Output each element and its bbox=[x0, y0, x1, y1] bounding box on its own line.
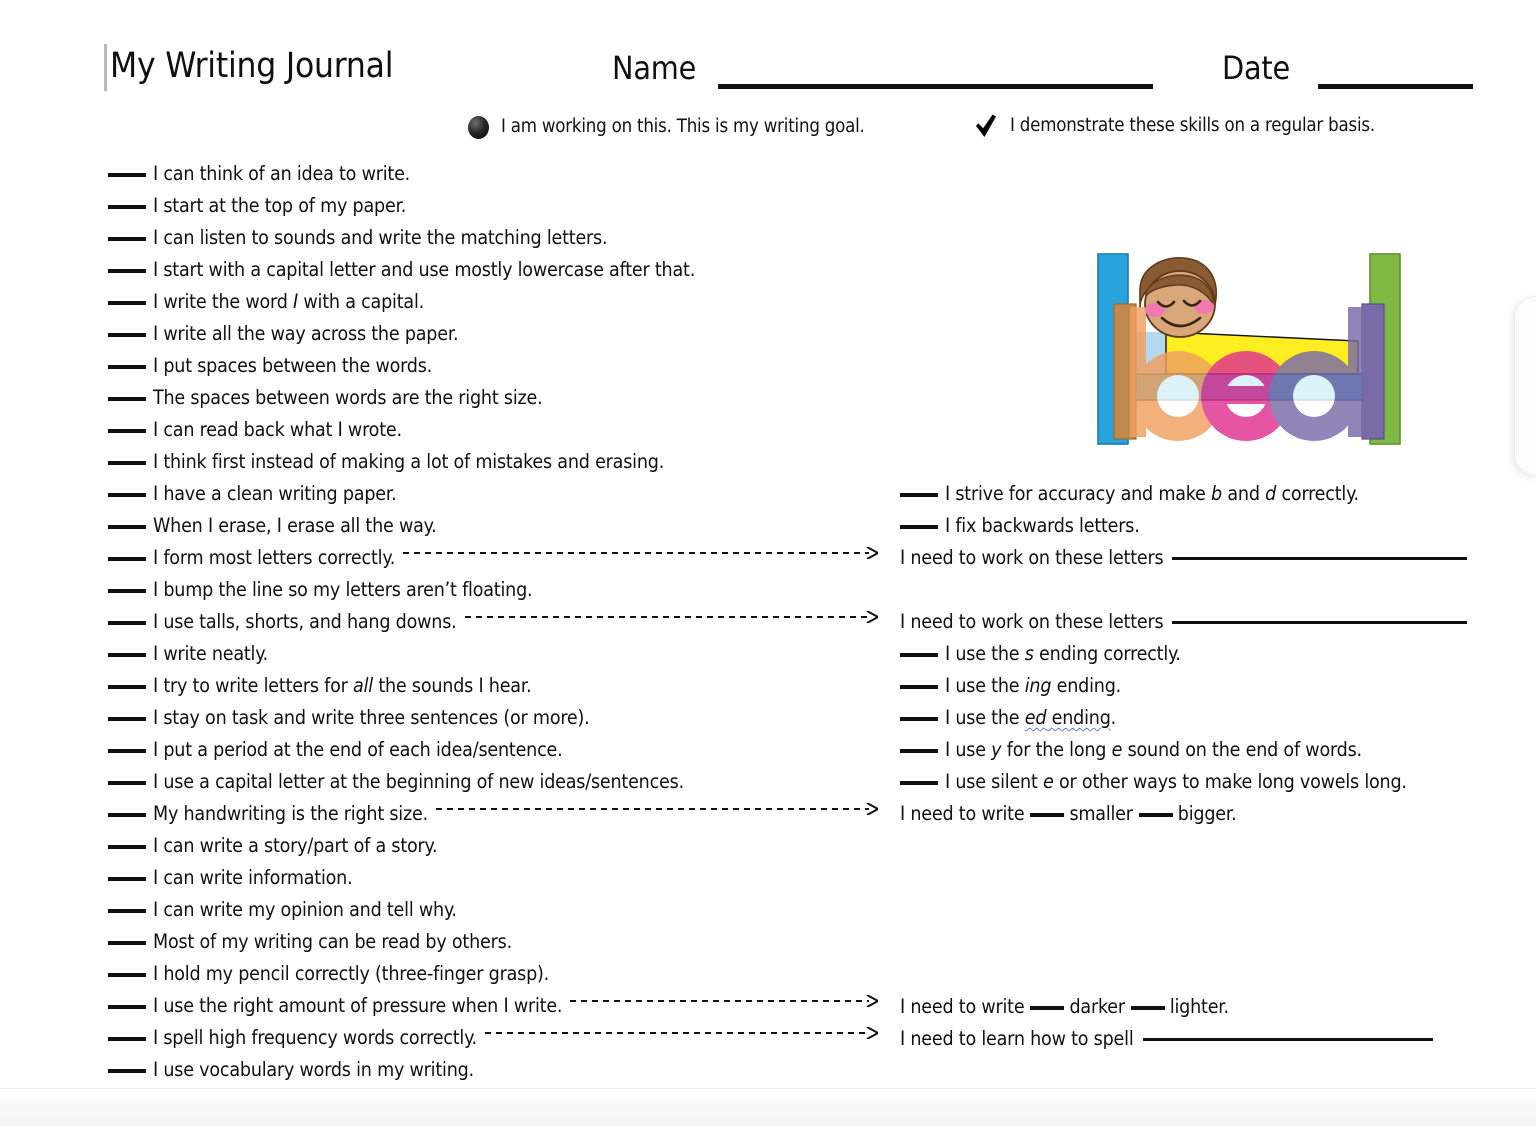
filled-circle-icon bbox=[468, 116, 489, 139]
checklist-item[interactable] bbox=[108, 673, 531, 699]
checkbox-blank-line[interactable] bbox=[108, 781, 146, 785]
checklist-item[interactable] bbox=[108, 769, 684, 795]
fill-in-prompt bbox=[900, 609, 1467, 635]
checklist-item-label: I bump the line so my letters aren’t floating. bbox=[153, 578, 533, 601]
checkbox-blank-line[interactable] bbox=[108, 1005, 146, 1009]
checkbox-blank-line[interactable] bbox=[108, 685, 146, 689]
text-cursor-caret bbox=[104, 44, 107, 91]
right-panel-edge bbox=[1514, 296, 1536, 476]
checklist-item-label: I hold my pencil correctly (three-finger grasp). bbox=[153, 962, 550, 985]
checklist-item[interactable] bbox=[108, 865, 352, 891]
checkbox-blank-line[interactable] bbox=[108, 365, 146, 369]
checklist-item[interactable] bbox=[900, 513, 1140, 539]
checklist-item[interactable] bbox=[108, 737, 563, 763]
checkbox-blank-line[interactable] bbox=[900, 493, 938, 497]
checklist-item-label: I can write a story/part of a story. bbox=[153, 834, 438, 857]
legend-item-mastered bbox=[974, 113, 1375, 139]
checklist-item-label: I think first instead of making a lot of mistakes and erasing. bbox=[153, 450, 665, 473]
checkbox-blank-line[interactable] bbox=[1139, 813, 1173, 817]
checklist-item[interactable] bbox=[108, 225, 607, 251]
checklist-item[interactable] bbox=[108, 897, 457, 923]
dashed-arrow-icon bbox=[465, 611, 878, 623]
checkbox-blank-line[interactable] bbox=[108, 621, 146, 625]
checkbox-blank-line[interactable] bbox=[108, 333, 146, 337]
checklist-item-label: I stay on task and write three sentences (or more). bbox=[153, 706, 590, 729]
dashed-arrow-icon bbox=[485, 1027, 878, 1039]
checklist-item-label: I write all the way across the paper. bbox=[153, 322, 459, 345]
checklist-item-label: I can write information. bbox=[153, 866, 353, 889]
checklist-item-label: When I erase, I erase all the way. bbox=[153, 514, 437, 537]
checkbox-blank-line[interactable] bbox=[900, 525, 938, 529]
checklist-item-label: The spaces between words are the right size. bbox=[153, 386, 543, 409]
checklist-item[interactable] bbox=[900, 673, 1121, 699]
checklist-item[interactable] bbox=[108, 545, 878, 571]
handwriting-size-smaller-label: smaller bbox=[1069, 802, 1133, 825]
checklist-item[interactable] bbox=[108, 449, 664, 475]
checklist-item-label: I use the right amount of pressure when I write. bbox=[153, 994, 563, 1017]
checklist-item[interactable] bbox=[108, 705, 590, 731]
checklist-item-label: I try to write letters for all the sounds I hear. bbox=[153, 674, 532, 697]
checklist-item[interactable] bbox=[108, 385, 542, 411]
checkbox-blank-line[interactable] bbox=[108, 429, 146, 433]
checklist-item-label: I use the ing ending. bbox=[945, 674, 1122, 697]
checkbox-blank-line[interactable] bbox=[108, 845, 146, 849]
checkbox-blank-line[interactable] bbox=[108, 941, 146, 945]
checklist-item-label: Most of my writing can be read by others. bbox=[153, 930, 512, 953]
checkbox-blank-line[interactable] bbox=[900, 781, 938, 785]
handwriting-size-bigger-label: bigger. bbox=[1177, 802, 1237, 825]
checkbox-blank-line[interactable] bbox=[1030, 813, 1064, 817]
checklist-item[interactable] bbox=[108, 513, 436, 539]
checklist-item-label: I can read back what I wrote. bbox=[153, 418, 402, 441]
checklist-item[interactable] bbox=[108, 193, 406, 219]
checklist-item-label: My handwriting is the right size. bbox=[153, 802, 428, 825]
pencil-pressure-lighter-label: lighter. bbox=[1169, 995, 1229, 1018]
checklist-item-label: I put spaces between the words. bbox=[153, 354, 433, 377]
checklist-item-label: I use vocabulary words in my writing. bbox=[153, 1058, 474, 1081]
checklist-item[interactable] bbox=[900, 641, 1181, 667]
checklist-item-label: I put a period at the end of each idea/sentence. bbox=[153, 738, 563, 761]
checklist-item-label: I spell high frequency words correctly. bbox=[153, 1026, 477, 1049]
date-fill-in-line[interactable] bbox=[1318, 84, 1473, 89]
checkbox-blank-line[interactable] bbox=[108, 717, 146, 721]
page-title: My Writing Journal bbox=[110, 46, 394, 86]
checklist-item[interactable] bbox=[108, 929, 512, 955]
checklist-item-label: I can write my opinion and tell why. bbox=[153, 898, 457, 921]
fill-in-prompt-label: I need to work on these letters bbox=[900, 546, 1164, 569]
checklist-item[interactable] bbox=[900, 769, 1407, 795]
checklist-item[interactable] bbox=[108, 961, 549, 987]
legend-goal-text: I am working on this. This is my writing goal. bbox=[501, 116, 865, 137]
dashed-arrow-icon bbox=[570, 995, 878, 1007]
checklist-item-label: I use a capital letter at the beginning of new ideas/sentences. bbox=[153, 770, 684, 793]
fill-in-line[interactable] bbox=[1172, 621, 1467, 624]
checklist-item-label: I can think of an idea to write. bbox=[153, 162, 411, 185]
legend-mastered-text: I demonstrate these skills on a regular basis. bbox=[1010, 115, 1375, 136]
checklist-item[interactable] bbox=[108, 833, 437, 859]
checklist-item[interactable] bbox=[108, 609, 878, 635]
name-label: Name bbox=[612, 49, 697, 87]
checkbox-blank-line[interactable] bbox=[108, 909, 146, 913]
checklist-item-label: I fix backwards letters. bbox=[945, 514, 1140, 537]
fill-in-prompt-label: I need to work on these letters bbox=[900, 610, 1164, 633]
date-label: Date bbox=[1222, 49, 1291, 87]
checklist-item-label: I use the ed ending. bbox=[945, 706, 1117, 729]
checkbox-blank-line[interactable] bbox=[1030, 1006, 1064, 1010]
checkmark-icon bbox=[974, 113, 998, 139]
checklist-item[interactable] bbox=[108, 801, 878, 827]
checklist-item[interactable] bbox=[108, 481, 396, 507]
page-bottom-edge bbox=[0, 1088, 1536, 1126]
checkbox-blank-line[interactable] bbox=[108, 813, 146, 817]
checklist-item-label: I use silent e or other ways to make long vowels long. bbox=[945, 770, 1407, 793]
checkbox-blank-line[interactable] bbox=[108, 589, 146, 593]
checkbox-blank-line[interactable] bbox=[900, 653, 938, 657]
fill-in-prompt bbox=[900, 1026, 1433, 1052]
checklist-item[interactable] bbox=[108, 1057, 474, 1083]
checklist-item-label: I write the word I with a capital. bbox=[153, 290, 424, 313]
legend-item-goal bbox=[468, 115, 865, 139]
checkbox-blank-line[interactable] bbox=[108, 1069, 146, 1073]
checkbox-blank-line[interactable] bbox=[108, 973, 146, 977]
checklist-item-label: I form most letters correctly. bbox=[153, 546, 396, 569]
checkbox-blank-line[interactable] bbox=[108, 205, 146, 209]
pencil-pressure-prompt bbox=[900, 994, 1229, 1020]
checklist-item[interactable] bbox=[900, 705, 1116, 731]
checklist-item-label: I use the s ending correctly. bbox=[945, 642, 1181, 665]
checklist-item[interactable] bbox=[108, 289, 424, 315]
checkbox-blank-line[interactable] bbox=[108, 301, 146, 305]
handwriting-size-prefix: I need to write bbox=[900, 802, 1025, 825]
checklist-item-label: I write neatly. bbox=[153, 642, 268, 665]
pencil-pressure-darker-label: darker bbox=[1069, 995, 1125, 1018]
checkbox-blank-line[interactable] bbox=[900, 685, 938, 689]
checkbox-blank-line[interactable] bbox=[900, 749, 938, 753]
checkbox-blank-line[interactable] bbox=[108, 877, 146, 881]
fill-in-prompt-label: I need to learn how to spell bbox=[900, 1027, 1134, 1050]
checklist-item[interactable] bbox=[108, 993, 878, 1019]
checklist-item-label: I use y for the long e sound on the end of words. bbox=[945, 738, 1362, 761]
handwriting-size-prompt bbox=[900, 801, 1236, 827]
legend bbox=[0, 115, 1536, 149]
checklist-item-label: I start at the top of my paper. bbox=[153, 194, 407, 217]
checkbox-blank-line[interactable] bbox=[108, 461, 146, 465]
checkbox-blank-line[interactable] bbox=[108, 749, 146, 753]
fill-in-line[interactable] bbox=[1172, 557, 1467, 560]
checklist-item-label: I can listen to sounds and write the matching letters. bbox=[153, 226, 608, 249]
checklist-item[interactable] bbox=[900, 481, 1359, 507]
checklist-item-label: I use talls, shorts, and hang downs. bbox=[153, 610, 457, 633]
checkbox-blank-line[interactable] bbox=[900, 717, 938, 721]
checkbox-blank-line[interactable] bbox=[108, 397, 146, 401]
pencil-pressure-prefix: I need to write bbox=[900, 995, 1025, 1018]
checkbox-blank-line[interactable] bbox=[108, 173, 146, 177]
dashed-arrow-icon bbox=[436, 803, 878, 815]
checklist-item[interactable] bbox=[108, 577, 532, 603]
checklist-item[interactable] bbox=[108, 321, 458, 347]
child-sleeping-in-bed-illustration bbox=[1096, 252, 1402, 448]
checkbox-blank-line[interactable] bbox=[108, 269, 146, 273]
fill-in-line[interactable] bbox=[1143, 1038, 1433, 1041]
fill-in-prompt bbox=[900, 545, 1467, 571]
checklist-item[interactable] bbox=[108, 353, 432, 379]
checklist-item-label: I strive for accuracy and make b and d correctly. bbox=[945, 482, 1359, 505]
checklist-item[interactable] bbox=[108, 417, 402, 443]
checkbox-blank-line[interactable] bbox=[1131, 1006, 1165, 1010]
checklist-item[interactable] bbox=[108, 1025, 878, 1051]
checkbox-blank-line[interactable] bbox=[108, 493, 146, 497]
checkbox-blank-line[interactable] bbox=[108, 653, 146, 657]
checklist-item[interactable] bbox=[108, 161, 410, 187]
dashed-arrow-icon bbox=[403, 547, 878, 559]
checkbox-blank-line[interactable] bbox=[108, 557, 146, 561]
checkbox-blank-line[interactable] bbox=[108, 237, 146, 241]
checklist-item-label: I start with a capital letter and use mostly lowercase after that. bbox=[153, 258, 696, 281]
checklist-item[interactable] bbox=[900, 737, 1362, 763]
checklist-item[interactable] bbox=[108, 257, 695, 283]
checkbox-blank-line[interactable] bbox=[108, 1037, 146, 1041]
name-fill-in-line[interactable] bbox=[718, 84, 1153, 89]
checkbox-blank-line[interactable] bbox=[108, 525, 146, 529]
checklist-item[interactable] bbox=[108, 641, 268, 667]
checklist-item-label: I have a clean writing paper. bbox=[153, 482, 397, 505]
